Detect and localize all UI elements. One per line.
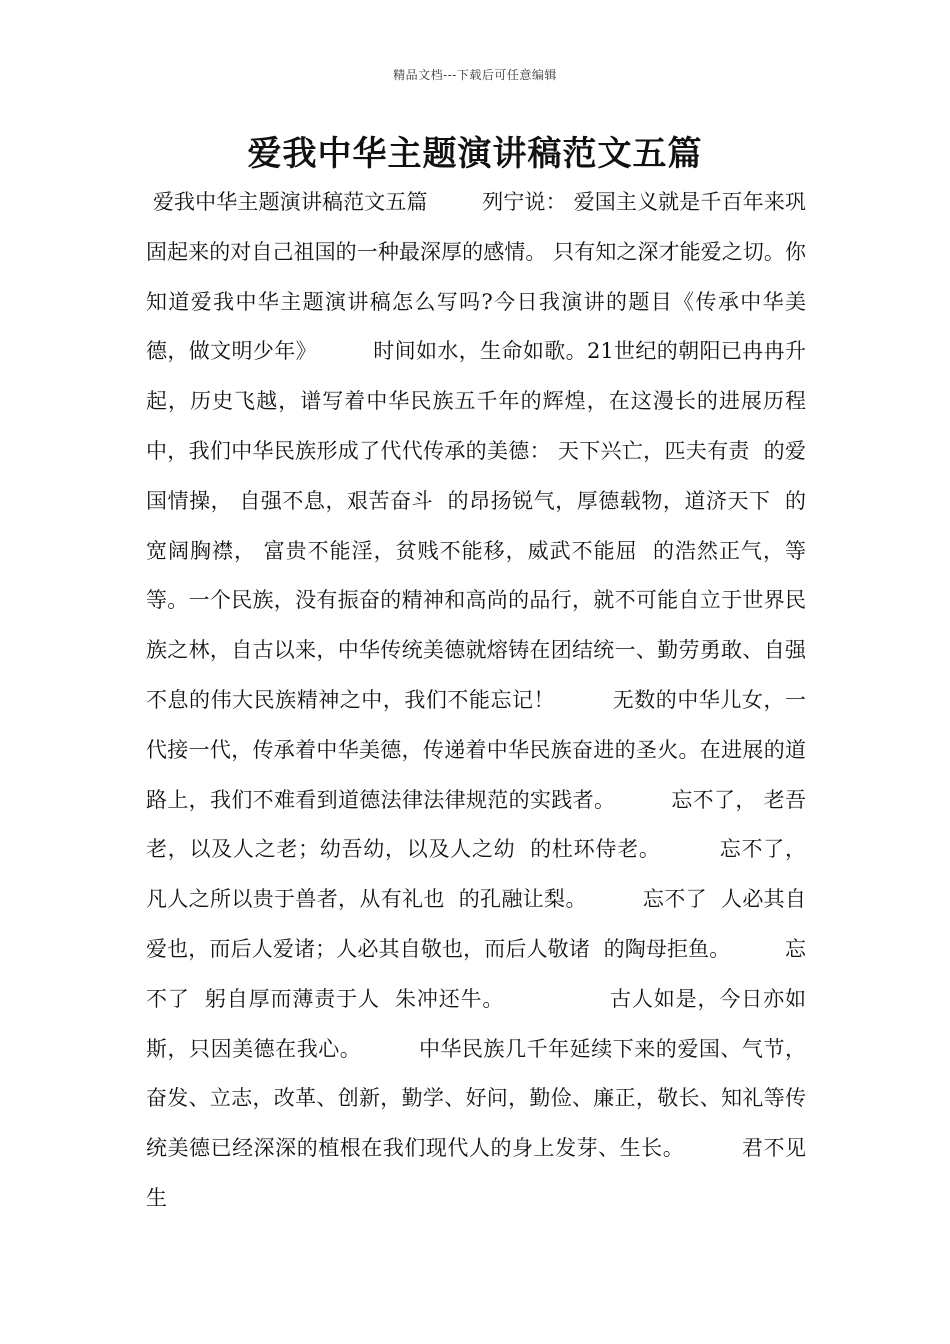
document-body: 爱我中华主题演讲稿范文五篇 列宁说： 爱国主义就是千百年来巩固起来的对自己祖国的一种最深厚的感情。 只有知之深才能爱之切。你知道爱我中华主题演讲稿怎么写吗?今日我演讲的题目《传承中华美德，做文明少年》 时间如水，生命如歌。21世纪的朝阳已冉冉升起，历史飞越，谱写着中华民族五千年的辉煌，在这漫长的进展历程中，我们中华民族形成了代代传承的美德： 天下兴亡，匹夫有责 的爱国情操， 自强不息，艰苦奋斗 的昂扬锐气，厚德载物，道济天下 的宽阔胸襟， 富贵不能淫，贫贱不能移，威武不能屈 的浩然正气，等等。一个民族，没有振奋的精神和高尚的品行，就不可能自立于世界民族之林，自古以来，中华传统美德就熔铸在团结统一、勤劳勇敢、自强不息的伟大民族精神之中，我们不能忘记！ 无数的中华儿女，一代接一代，传承着中华美德，传递着中华民族奋进的圣火。在进展的道路上，我们不难看到道德法律法律规范的实践者。 忘不了， 老吾老，以及人之老；幼吾幼，以及人之幼 的杜环侍老。 忘不了， 凡人之所以贵于兽者，从有礼也 的孔融让梨。 忘不了 人必其自爱也，而后人爱诸；人必其自敬也，而后人敬诸 的陶母拒鱼。 忘不了 躬自厚而薄责于人 朱冲还牛。 古人如是，今日亦如斯，只因美德在我心。 中华民族几千年延续下来的爱国、气节，奋发、立志，改革、创新，勤学、好问，勤俭、廉正，敬长、知礼等传统美德已经深深的植根在我们现代人的身上发芽、生长。 君不见生	[146, 190, 813, 1210]
document-title: 爱我中华主题演讲稿范文五篇	[247, 134, 703, 174]
header-note: 精品文档---下载后可任意编辑	[393, 68, 557, 82]
